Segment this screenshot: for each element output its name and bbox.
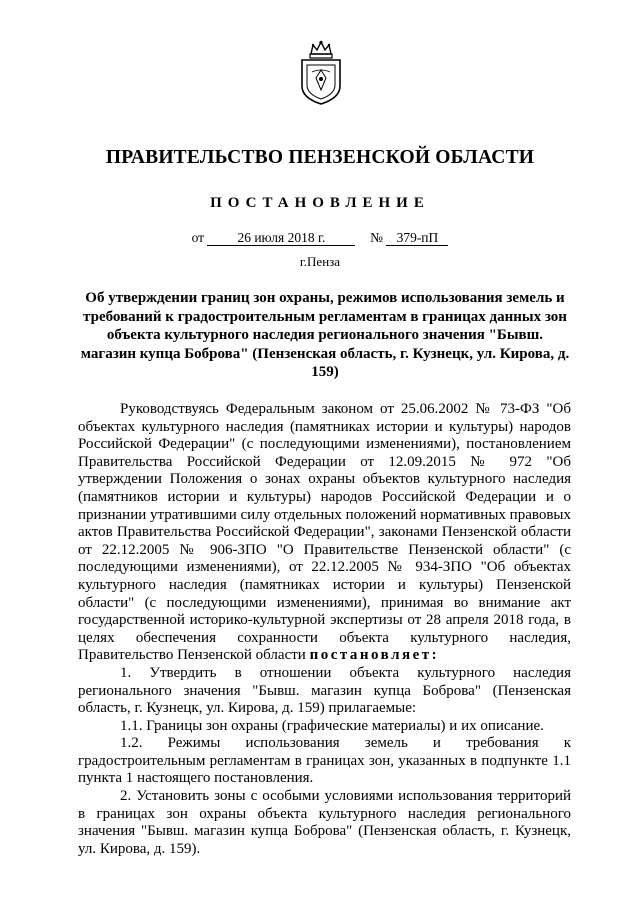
preamble-text: Руководствуясь Федеральным законом от 25.06.2002 № 73-ФЗ "Об объектах культурного наследия (памятниках истории и культуры) народов Российской Федерации" (с последующими изменениями), постановлением Правительства Российской Федерации от 12.09.2015 № 972 "Об утверждении Положения о зонах охраны объектов культурного наследия (памятников истории и культуры) народов Российской Федерации и о признании утратившими силу отдельных положений нормативных правовых актов Правительства Российской Федерации", законами Пензенской области от 22.12.2005 № 906-ЗПО "О Правительстве Пензенской области" (с последующими изменениями), от 22.12.2005 № 934-ЗПО "Об объектах культурного наследия (памятниках истории и культуры) Пензенской области" (с последующими изменениями), принимая во внимание акт государственной историко-культурной экспертизы от 28 апреля 2018 года, в целях обеспечения сохранности объекта культурного наследия, Правительство Пензенской области [78,401,571,664]
document-number: 379-пП [386,230,448,246]
document-type: ПОСТАНОВЛЕНИЕ [210,195,430,211]
item-1-1: 1.1. Границы зон охраны (графические материалы) и их описание. [120,717,544,734]
item-1: 1. Утвердить в отношении объекта культурного наследия регионального значения "Бывш. магазин купца Боброва" (Пензенская область, г. Кузнецк, ул. Кирова, д. 159) прилагаемые: [78,664,571,717]
document-date: 26 июля 2018 г. [207,230,355,246]
item-2: 2. Установить зоны с особыми условиями использования территорий в границах зон охраны объекта культурного наследия регионального значения "Бывш. магазин купца Боброва" (Пензенская область, г. Кузнецк, ул. Кирова, д. 159). [78,788,571,857]
number-prefix: № [370,230,384,245]
coat-of-arms-emblem [299,40,343,106]
document-subject: Об утверждении границ зон охраны, режимов использования земель и требований к градостроительным регламентам в границах данных зон объекта культурного наследия регионального значения "Бывш. магазин купца Боброва" (Пензенская область, г. Кузнецк, ул. Кирова, д. 159) [80,290,570,381]
document-body [78,401,571,858]
item-1-2: 1.2. Режимы использования земель и требования к градостроительным регламентам в границах зон, указанных в подпункте 1.1 пункта 1 настоящего постановления. [78,735,571,787]
date-number-row [0,230,640,246]
resolves-word: постановляет: [309,647,440,664]
city: г.Пенза [299,254,341,269]
date-prefix: от [191,230,205,245]
government-title: ПРАВИТЕЛЬСТВО ПЕНЗЕНСКОЙ ОБЛАСТИ [105,147,535,168]
preamble-paragraph [78,401,571,665]
